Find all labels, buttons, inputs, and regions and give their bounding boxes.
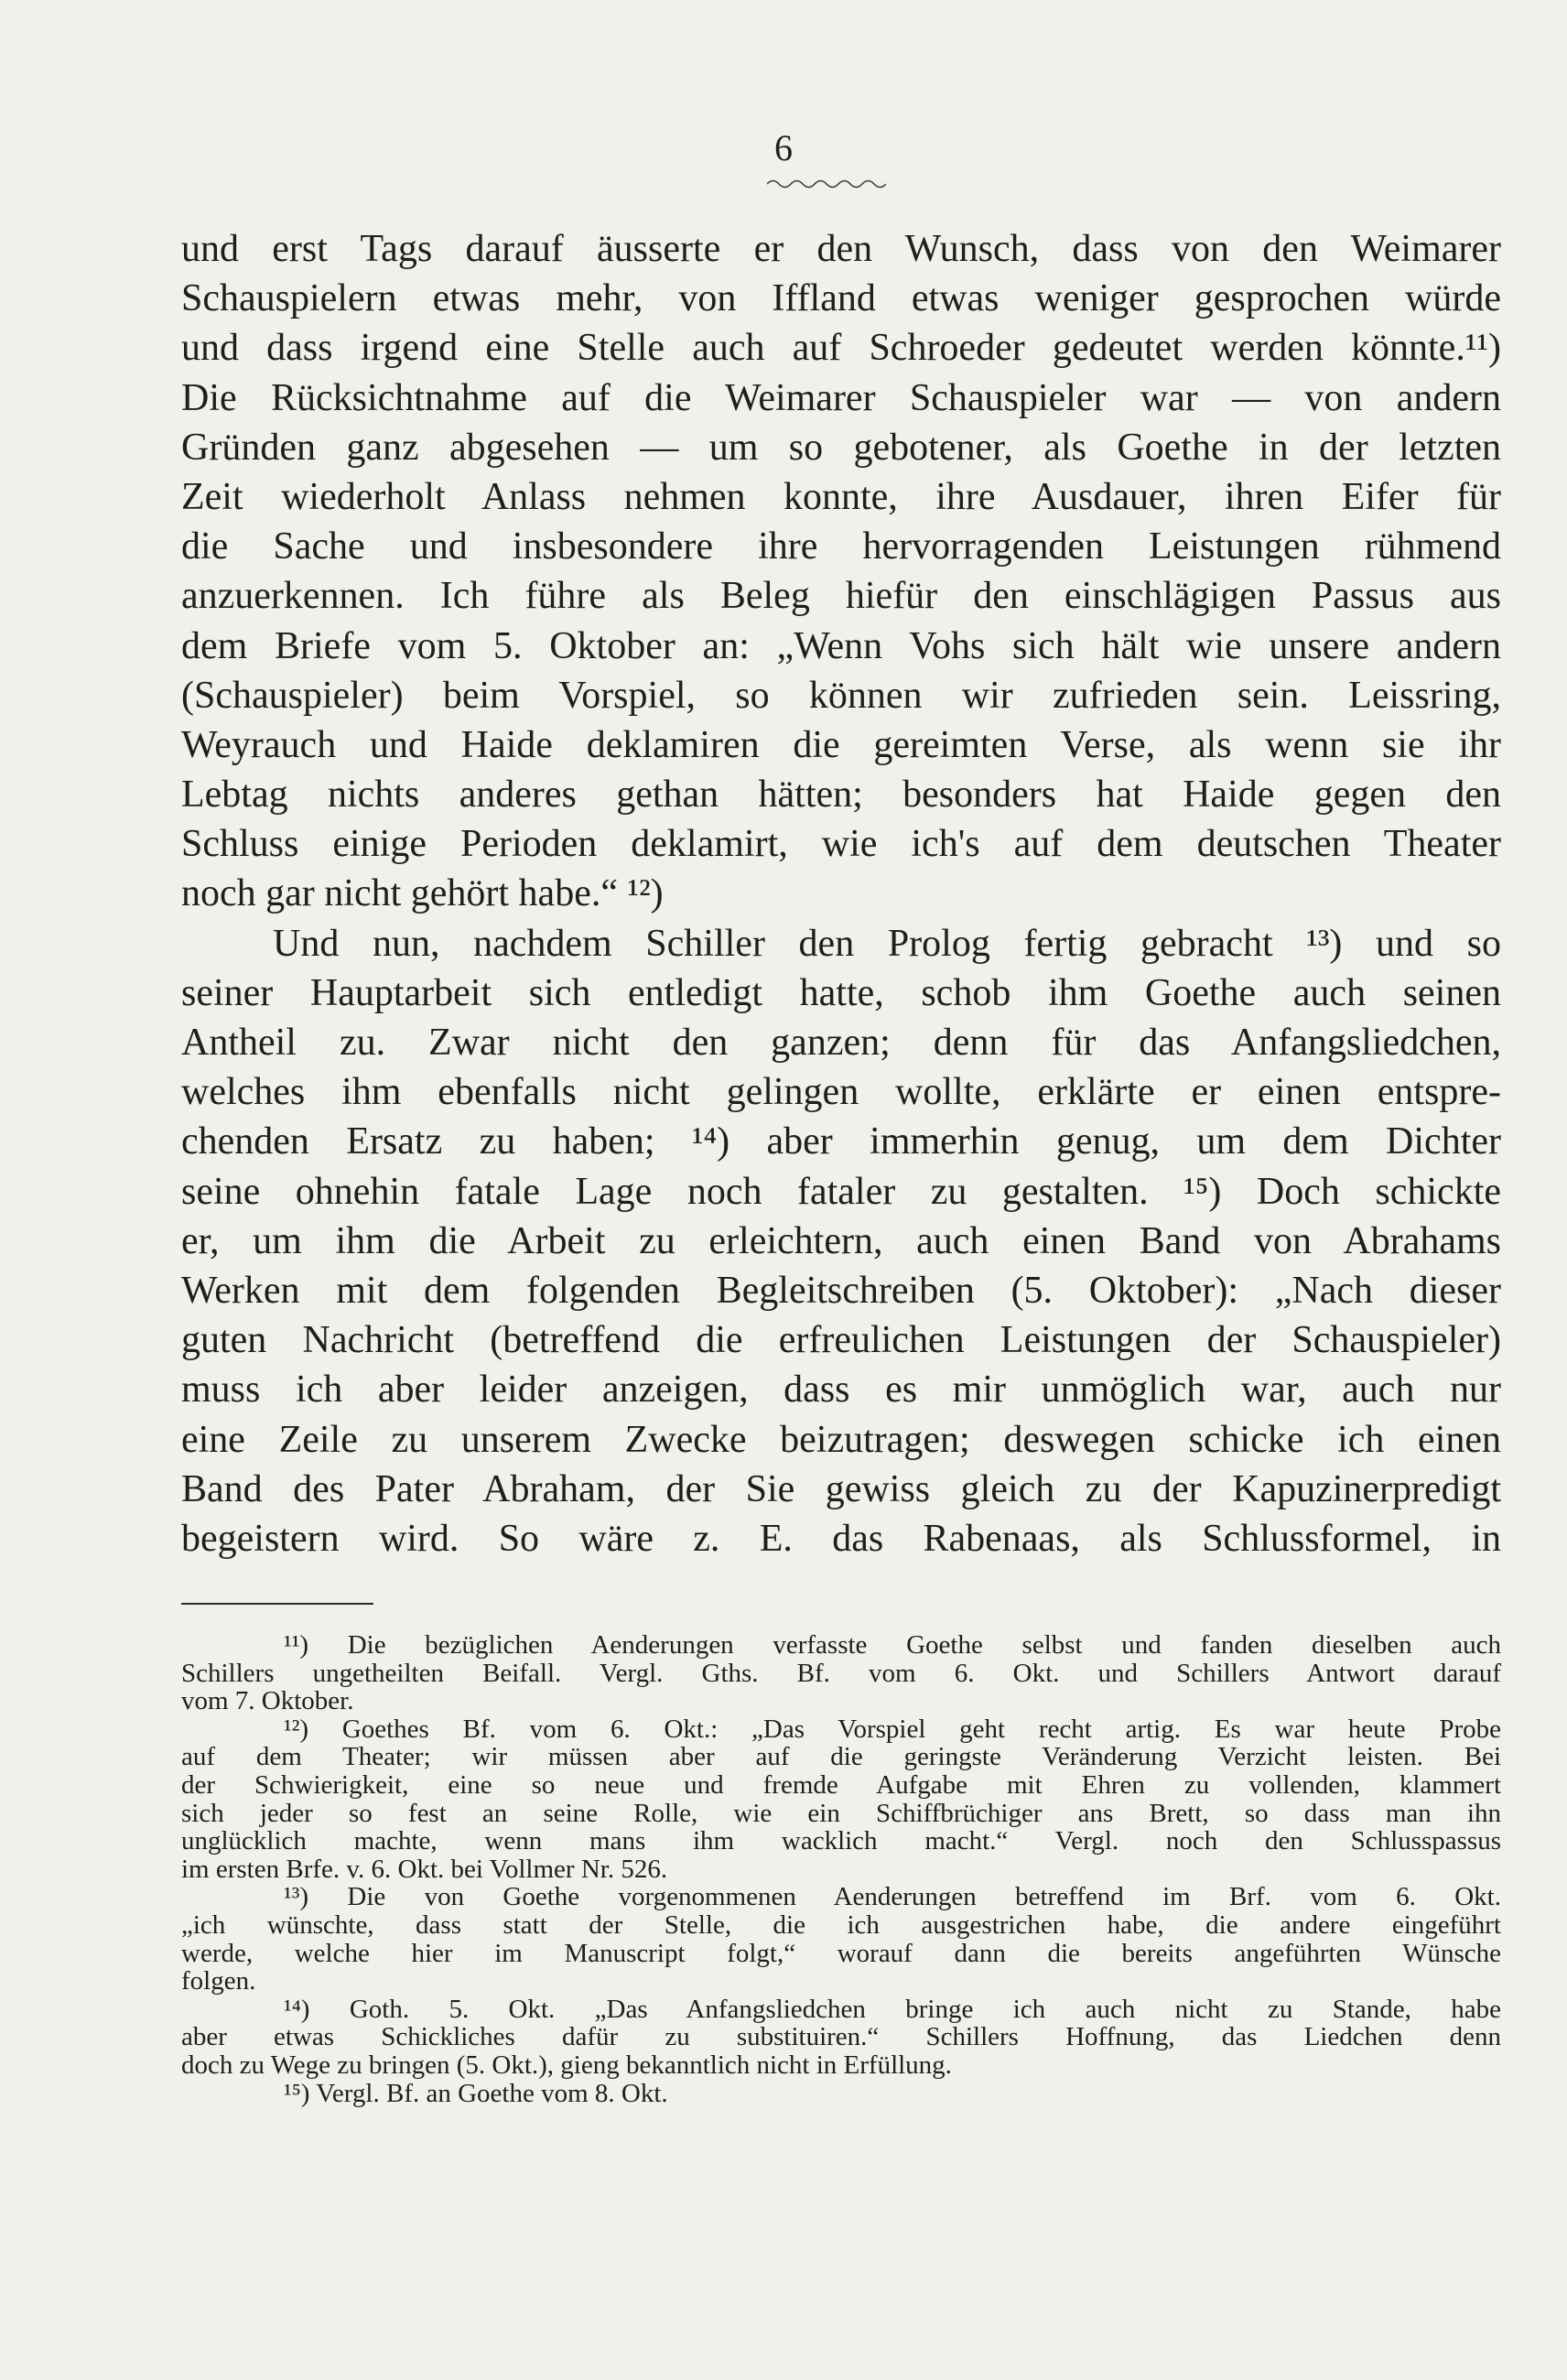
footnote-line: „ich wünschte, dass statt der Stelle, die ich ausgestrichen habe, die andere eingeführt [181, 1910, 1501, 1940]
footnote-line: ¹¹) Die bezüglichen Aenderungen verfasste Goethe selbst und fanden dieselben auch [284, 1631, 1501, 1660]
body-line: seiner Hauptarbeit sich entledigt hatte, schob ihm Goethe auch seinen [181, 971, 1501, 1014]
body-line: welches ihm ebenfalls nicht gelingen wollte, erklärte er einen entspre- [181, 1071, 1501, 1114]
footnote-line: auf dem Theater; wir müssen aber auf die geringste Veränderung Verzicht leisten. Bei [181, 1743, 1501, 1771]
body-line: Schauspielern etwas mehr, von Iffland etwas weniger gesprochen würde [181, 277, 1501, 320]
body-line: Band des Pater Abraham, der Sie gewiss gleich zu der Kapuzinerpredigt [181, 1467, 1501, 1510]
body-line: Lebtag nichts anderes gethan hätten; besonders hat Haide gegen den [181, 774, 1501, 817]
footnote-line: ¹²) Goethes Bf. vom 6. Okt.: „Das Vorspiel geht recht artig. Es war heute Probe [284, 1715, 1501, 1744]
decorative-wavy-rule [767, 178, 886, 190]
body-line: chenden Ersatz zu haben; ¹⁴) aber immerhin genug, um dem Dichter [181, 1120, 1501, 1163]
body-line: anzuerkennen. Ich führe als Beleg hiefür den einschlägigen Passus aus [181, 575, 1501, 618]
body-line: Antheil zu. Zwar nicht den ganzen; denn für das Anfangsliedchen, [181, 1022, 1501, 1064]
footnote-line: folgen. [181, 1967, 256, 1996]
footnotes [181, 1631, 1501, 2107]
footnote-line: im ersten Brfe. v. 6. Okt. bei Vollmer Nr. 526. [181, 1855, 668, 1884]
body-line: seine ohnehin fatale Lage noch fataler zu gestalten. ¹⁵) Doch schickte [181, 1170, 1501, 1213]
body-line: eine Zeile zu unserem Zwecke beizutragen; deswegen schicke ich einen [181, 1418, 1501, 1461]
body-line: Schluss einige Perioden deklamirt, wie ich's auf dem deutschen Theater [181, 823, 1501, 866]
body-line: Weyrauch und Haide deklamiren die gereimten Verse, als wenn sie ihr [181, 723, 1501, 766]
footnote-line: ¹⁵) Vergl. Bf. an Goethe vom 8. Okt. [284, 2079, 668, 2108]
body-line: Und nun, nachdem Schiller den Prolog fertig gebracht ¹³) und so [273, 922, 1501, 965]
footnote-line: unglücklich machte, wenn mans ihm wacklich macht.“ Vergl. noch den Schlusspassus [181, 1827, 1501, 1855]
body-line: und dass irgend eine Stelle auch auf Schroeder gedeutet werden könnte.¹¹) [181, 327, 1501, 370]
footnote-line: werde, welche hier im Manuscript folgt,“ worauf dann die bereits angeführten Wünsche [181, 1939, 1501, 1968]
footnote-line: aber etwas Schickliches dafür zu substituiren.“ Schillers Hoffnung, das Liedchen denn [181, 2023, 1501, 2051]
body-line: Werken mit dem folgenden Begleitschreiben (5. Oktober): „Nach dieser [181, 1269, 1501, 1312]
footnote-separator [181, 1603, 373, 1605]
body-line: Zeit wiederholt Anlass nehmen konnte, ihre Ausdauer, ihren Eifer für [181, 475, 1501, 518]
body-line: Die Rücksichtnahme auf die Weimarer Schauspieler war — von andern [181, 376, 1501, 419]
body-line: begeistern wird. So wäre z. E. das Rabenaas, als Schlussformel, in [181, 1517, 1501, 1560]
body-line: die Sache und insbesondere ihre hervorragenden Leistungen rühmend [181, 525, 1501, 568]
body-line: guten Nachricht (betreffend die erfreulichen Leistungen der Schauspieler) [181, 1319, 1501, 1362]
body-line: muss ich aber leider anzeigen, dass es mir unmöglich war, auch nur [181, 1368, 1501, 1412]
footnote-line: sich jeder so fest an seine Rolle, wie ein Schiffbrüchiger ans Brett, so dass man ihn [181, 1799, 1501, 1828]
main-text [181, 224, 1501, 1563]
footnote-line: Schillers ungetheilten Beifall. Vergl. Gths. Bf. vom 6. Okt. und Schillers Antwort darauf [181, 1659, 1501, 1688]
footnote-line: ¹⁴) Goth. 5. Okt. „Das Anfangsliedchen bringe ich auch nicht zu Stande, habe [284, 1995, 1501, 2024]
body-line: er, um ihm die Arbeit zu erleichtern, auch einen Band von Abrahams [181, 1219, 1501, 1262]
body-line: (Schauspieler) beim Vorspiel, so können wir zufrieden sein. Leissring, [181, 674, 1501, 717]
body-line: und erst Tags darauf äusserte er den Wunsch, dass von den Weimarer [181, 228, 1501, 270]
footnote-line: vom 7. Oktober. [181, 1687, 354, 1715]
page-number: 6 [774, 127, 793, 168]
footnote-line: ¹³) Die von Goethe vorgenommenen Aenderungen betreffend im Brf. vom 6. Okt. [284, 1883, 1501, 1911]
body-line: Gründen ganz abgesehen — um so gebotener, als Goethe in der letzten [181, 426, 1501, 469]
body-line: dem Briefe vom 5. Oktober an: „Wenn Vohs sich hält wie unsere andern [181, 624, 1501, 667]
footnote-line: der Schwierigkeit, eine so neue und fremde Aufgabe mit Ehren zu vollenden, klammert [181, 1770, 1501, 1800]
body-line: noch gar nicht gehört habe.“ ¹²) [181, 872, 664, 915]
footnote-line: doch zu Wege zu bringen (5. Okt.), gieng bekanntlich nicht in Erfüllung. [181, 2050, 952, 2080]
